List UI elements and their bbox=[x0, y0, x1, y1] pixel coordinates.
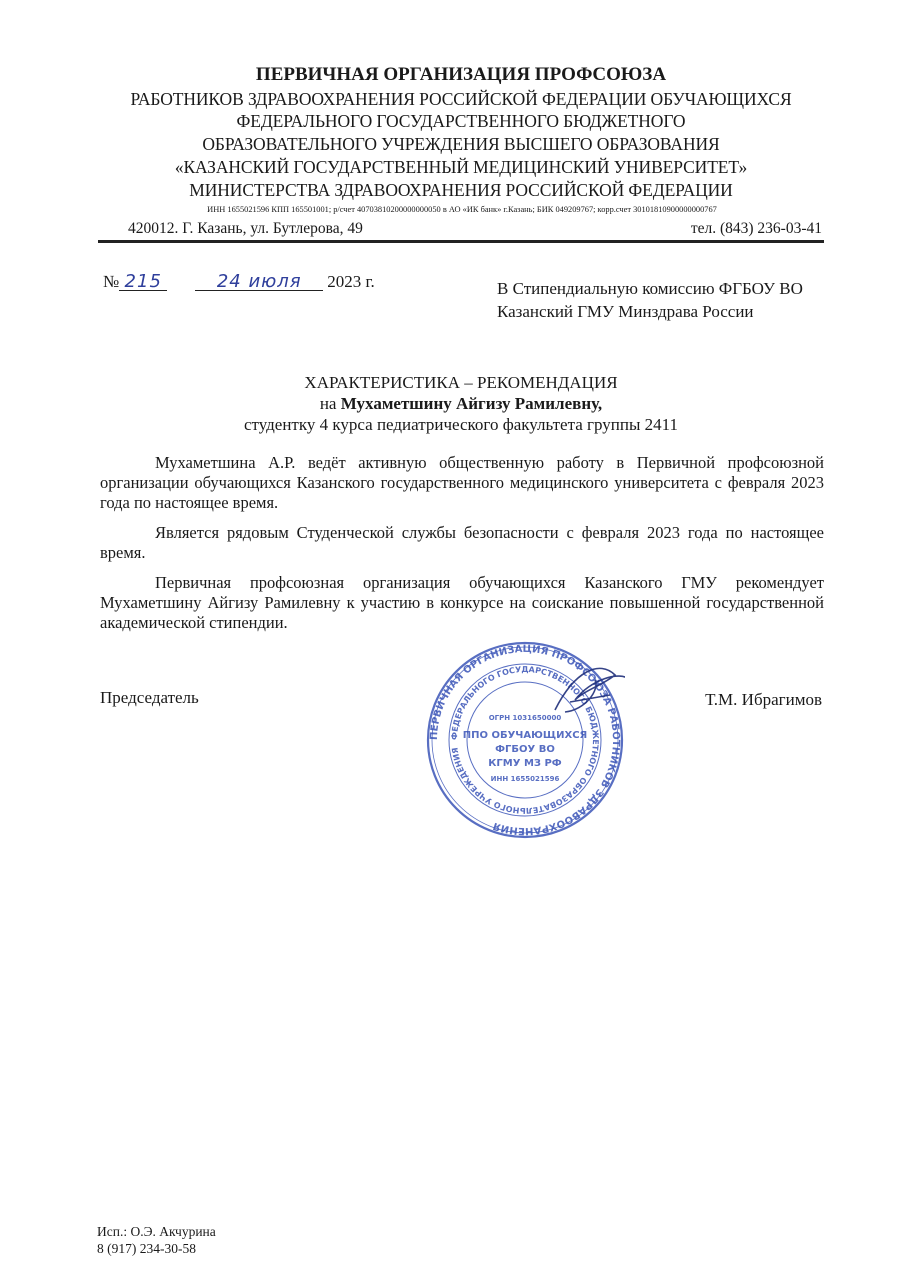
org-line-5: «КАЗАНСКИЙ ГОСУДАРСТВЕННЫЙ МЕДИЦИНСКИЙ УНИВЕРСИТЕТ» bbox=[174, 157, 748, 177]
stamp-outer-text: ПЕРВИЧНАЯ ОРГАНИЗАЦИЯ ПРОФСОЮЗА РАБОТНИКОВ ЗДРАВООХРАНЕНИЯ bbox=[428, 643, 622, 837]
document-body bbox=[100, 453, 824, 643]
stamp-center-line-3: КГМУ МЗ РФ bbox=[488, 758, 562, 769]
handwritten-number: 215 bbox=[119, 273, 167, 291]
document-for-line bbox=[98, 393, 824, 414]
number-prefix: № bbox=[103, 272, 120, 291]
org-title: ПЕРВИЧНАЯ ОРГАНИЗАЦИЯ ПРОФСОЮЗА bbox=[255, 64, 667, 85]
signer-name: Т.М. Ибрагимов bbox=[705, 690, 822, 709]
document-title-block bbox=[98, 372, 824, 435]
for-prefix: на bbox=[319, 394, 337, 413]
executor-block bbox=[97, 1223, 216, 1257]
document-heading: ХАРАКТЕРИСТИКА – РЕКОМЕНДАЦИЯ bbox=[304, 373, 618, 392]
reference-year: 2023 г. bbox=[327, 272, 375, 291]
handwritten-date: 24 июля bbox=[195, 273, 323, 291]
document-subject: студентку 4 курса педиатрического факультета группы 2411 bbox=[243, 415, 679, 434]
header-divider bbox=[98, 240, 824, 243]
org-line-3: ФЕДЕРАЛЬНОГО ГОСУДАРСТВЕННОГО БЮДЖЕТНОГО bbox=[236, 111, 686, 131]
body-paragraph-1: Мухаметшина А.Р. ведёт активную общественную работу в Первичной профсоюзной организации обучающихся Казанского государственного медицинского университета с февраля 2023 года по настоящее время. bbox=[100, 453, 824, 512]
addressee-block bbox=[497, 277, 837, 323]
outgoing-reference bbox=[103, 272, 375, 292]
executor-phone: 8 (917) 234-30-58 bbox=[97, 1241, 196, 1256]
organization-stamp bbox=[425, 640, 625, 840]
student-name: Мухаметшину Айгизу Рамилевну, bbox=[340, 394, 603, 413]
body-paragraph-3: Первичная профсоюзная организация обучающихся Казанского ГМУ рекомендует Мухаметшину Айгизу Рамилевну к участию в конкурсе на соискание повышенной государственной академической стипендии. bbox=[100, 573, 824, 632]
org-line-4: ОБРАЗОВАТЕЛЬНОГО УЧРЕЖДЕНИЯ ВЫСШЕГО ОБРАЗОВАНИЯ bbox=[202, 134, 720, 154]
addressee-line-2: Казанский ГМУ Минздрава России bbox=[497, 302, 754, 321]
org-line-6: МИНИСТЕРСТВА ЗДРАВООХРАНЕНИЯ РОССИЙСКОЙ ФЕДЕРАЦИИ bbox=[189, 180, 733, 200]
body-paragraph-2: Является рядовым Студенческой службы безопасности с февраля 2023 года по настоящее время. bbox=[100, 523, 824, 562]
org-phone: тел. (843) 236-03-41 bbox=[690, 220, 822, 237]
org-requisites: ИНН 1655021596 КПП 165501001; р/счет 40703810200000000050 в АО «ИК банк» г.Казань; БИК 049209767; корр.счет 30101810900000000767 bbox=[207, 205, 717, 214]
signer-position: Председатель bbox=[100, 688, 199, 707]
stamp-inn: ИНН 1655021596 bbox=[490, 775, 560, 783]
executor-name: Исп.: О.Э. Акчурина bbox=[97, 1224, 216, 1239]
stamp-ogrn: ОГРН 1031650000 bbox=[488, 714, 562, 722]
org-address: 420012. Г. Казань, ул. Бутлерова, 49 bbox=[128, 220, 363, 237]
org-line-2: РАБОТНИКОВ ЗДРАВООХРАНЕНИЯ РОССИЙСКОЙ ФЕДЕРАЦИИ ОБУЧАЮЩИХСЯ bbox=[130, 89, 792, 109]
addressee-line-1: В Стипендиальную комиссию ФГБОУ ВО bbox=[497, 279, 803, 298]
stamp-inner-text: ФЕДЕРАЛЬНОГО ГОСУДАРСТВЕННОГО БЮДЖЕТНОГО ОБРАЗОВАТЕЛЬНОГО УЧРЕЖДЕНИЯ bbox=[449, 664, 601, 816]
stamp-center-line-1: ППО ОБУЧАЮЩИХСЯ bbox=[462, 730, 588, 741]
stamp-center-line-2: ФГБОУ ВО bbox=[495, 744, 555, 755]
